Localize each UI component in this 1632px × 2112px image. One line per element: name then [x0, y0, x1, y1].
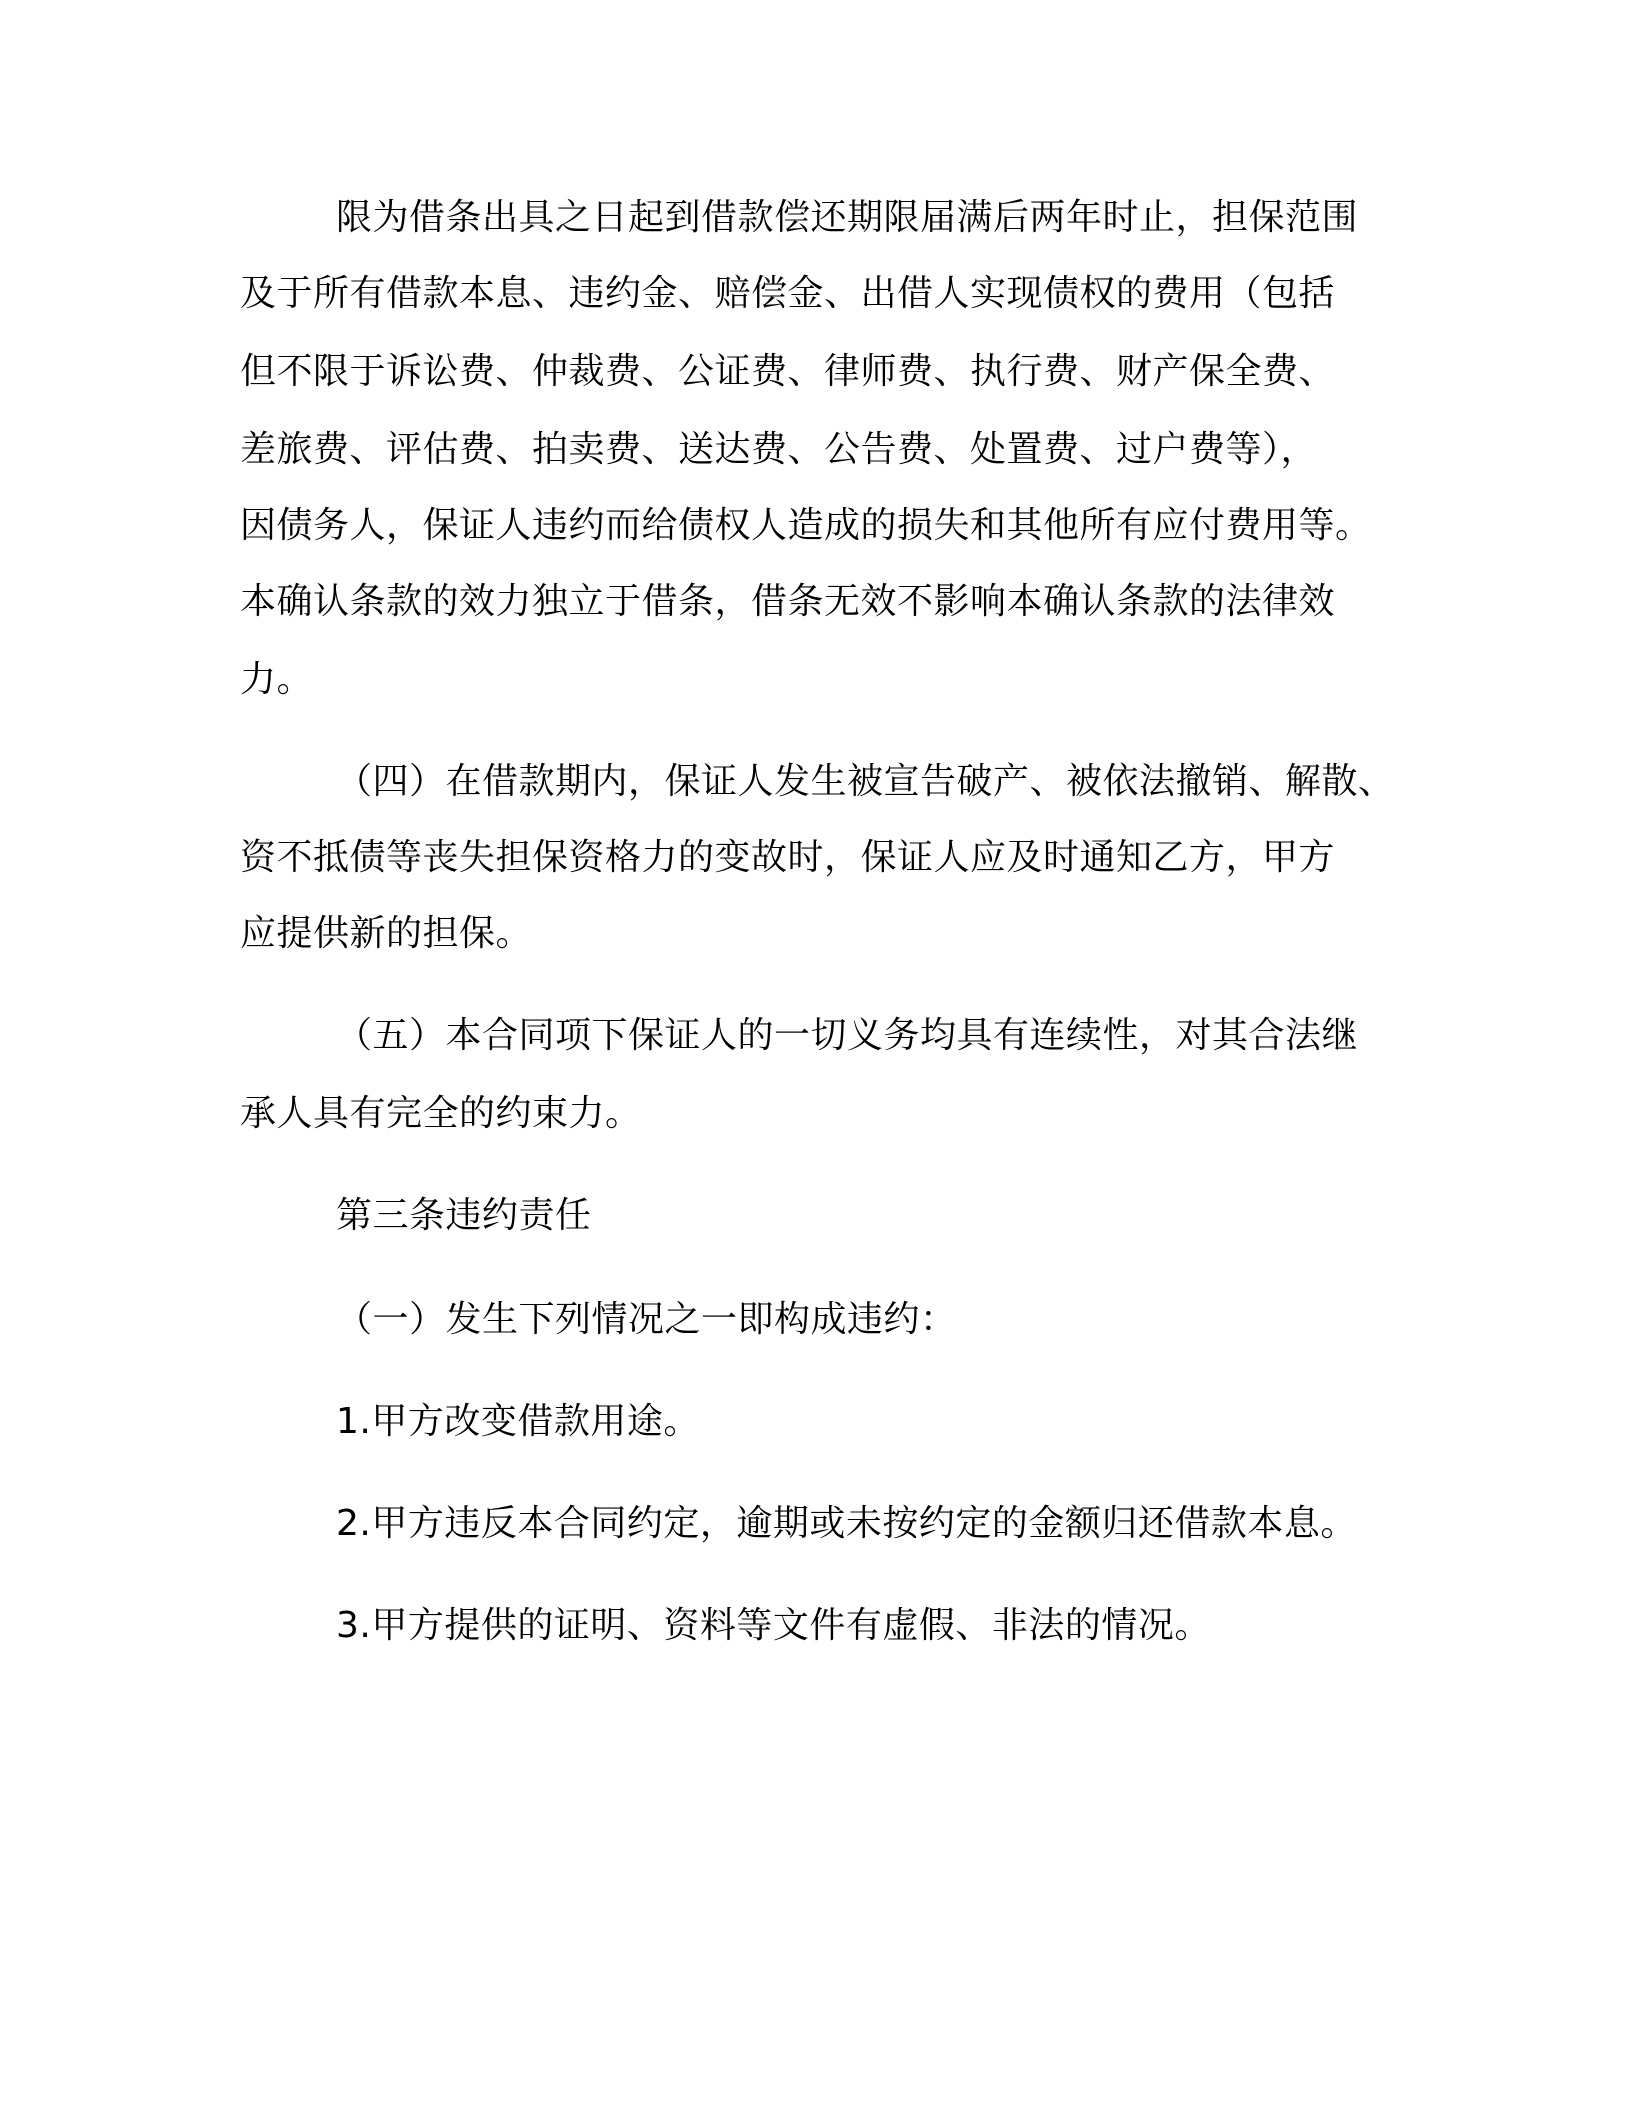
text-line: 及于所有借款本息、违约金、赔偿金、出借人实现债权的费用（包括 [240, 273, 1336, 314]
text-line: 差旅费、评估费、拍卖费、送达费、公告费、处置费、过户费等）， [240, 429, 1318, 470]
section-heading: 第三条违约责任 [336, 1195, 592, 1236]
text-line: 但不限于诉讼费、仲裁费、公证费、律师费、执行费、财产保全费、 [240, 351, 1336, 392]
text-line: 本确认条款的效力独立于借条，借条无效不影响本确认条款的法律效 [240, 581, 1336, 622]
text-line: 2.甲方违反本合同约定，逾期或未按约定的金额归还借款本息。 [336, 1503, 1357, 1544]
text-line: 承人具有完全的约束力。 [240, 1093, 642, 1134]
text-line: 3.甲方提供的证明、资料等文件有虚假、非法的情况。 [336, 1605, 1211, 1646]
text-line: （五）本合同项下保证人的一切义务均具有连续性，对其合法继 [336, 1015, 1359, 1056]
text-line: 因债务人，保证人违约而给债权人造成的损失和其他所有应付费用等。 [240, 505, 1372, 546]
text-line: 力。 [240, 659, 314, 700]
text-line: 应提供新的担保。 [240, 913, 533, 954]
text-line: 限为借条出具之日起到借款偿还期限届满后两年时止，担保范围 [336, 197, 1359, 238]
text-line: （一）发生下列情况之一即构成违约： [336, 1299, 957, 1340]
text-line: 资不抵债等丧失担保资格力的变故时，保证人应及时通知乙方，甲方 [240, 837, 1336, 878]
text-line: 1.甲方改变借款用途。 [336, 1401, 700, 1442]
text-line: （四）在借款期内，保证人发生被宣告破产、被依法撤销、解散、 [336, 761, 1395, 802]
